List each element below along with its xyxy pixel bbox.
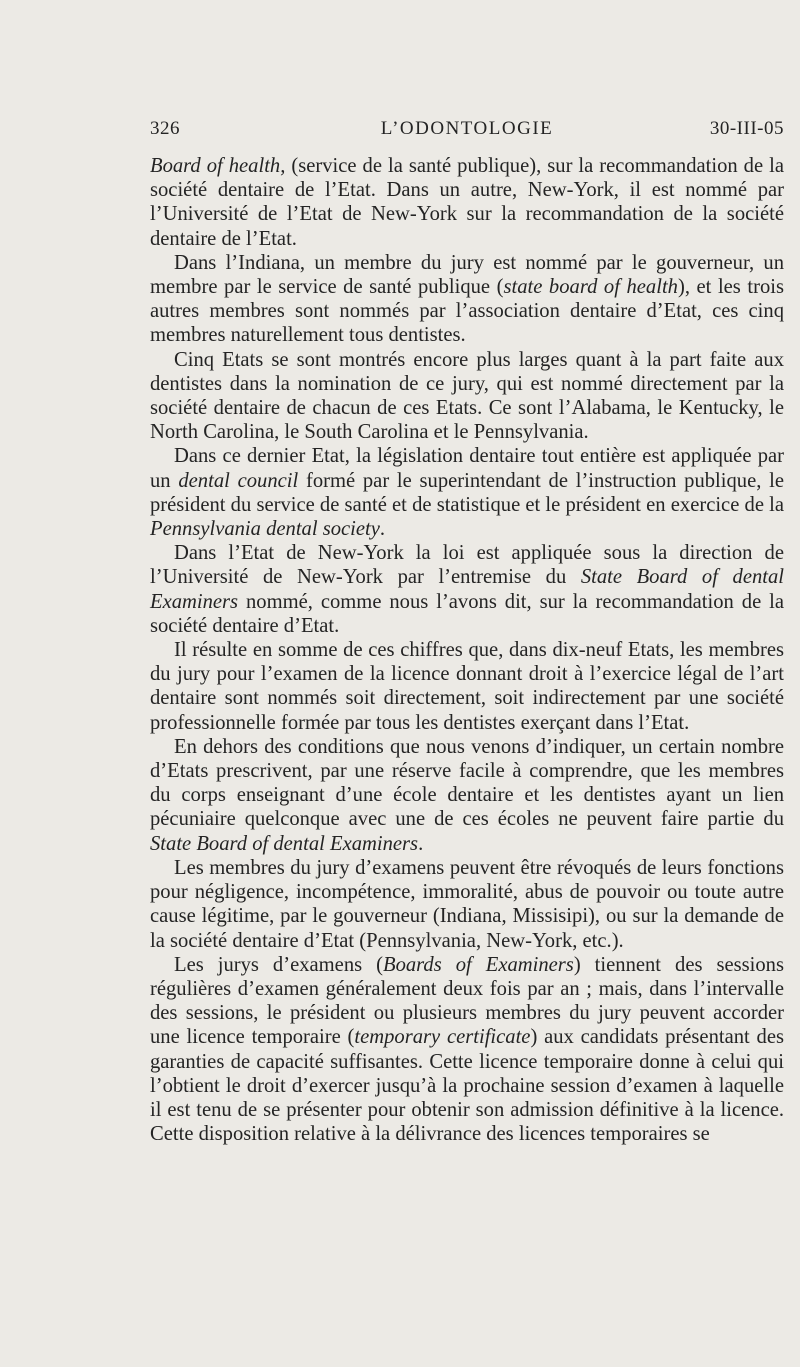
paragraph [150,541,784,638]
text-segment: Dans l’Indiana, un membre du jury est nommé par le gouverneur, un membre par le service de santé publique ( [150,251,784,299]
italic-text: State Board of dental Examiners [150,832,419,855]
paragraph [150,735,784,856]
paragraph [150,251,784,348]
paragraph [150,953,784,1147]
italic-text: dental council [178,469,299,492]
text-segment: Les membres du jury d’examens peuvent être révoqués de leurs fonctions pour négligence, incompétence, immoralité, abus de pouvoir ou toute autre cause légitime, par le gouverneur (Indiana, Missisipi), ou sur la demande de la société dentaire d’Etat (Pennsylvania, New-York, etc.). [150,856,784,952]
italic-text: Boards of Examiners [382,953,574,976]
paragraph [150,154,784,251]
text-segment: . [379,518,386,541]
running-head [150,118,784,148]
text-segment: Dans ce dernier Etat, la législation dentaire tout entière est appliquée par un [150,445,784,492]
text-segment: En dehors des conditions que nous venons d’indiquer, un certain nombre d’Etats prescrivent, par une réserve facile à comprendre, que les membres du corps enseignant d’une école dentaire et les dentistes ayant un lien pécuniaire quelconque avec une de ces écoles ne peuvent faire partie du [150,735,784,831]
page-number: 326 [150,118,180,139]
italic-text: Pennsylvania dental society [150,518,380,541]
paragraph [150,444,784,541]
italic-text: state board of health [503,276,678,299]
issue-date: 30-III-05 [709,118,784,139]
text-segment: ) tiennent des sessions régulières d’examen généralement deux fois par an ; mais, dans l’intervalle des sessions, le président ou plusieurs membres du jury peuvent accorder une licence temporaire ( [150,953,784,1049]
italic-text: State Board of dental Examiners [150,566,784,613]
italic-text: Board of health, [150,155,286,177]
text-segment: Il résulte en somme de ces chiffres que, dans dix-neuf Etats, les membres du jury pour l’examen de la licence donnant droit à l’exercice légal de l’art dentaire sont nommés soit directement, soit indirectement par une société professionnelle formée par tous les dentistes exerçant dans l’Etat. [150,639,784,734]
italic-text: temporary certificate [354,1026,531,1049]
body-text [150,154,784,1146]
paragraph [150,348,784,445]
text-segment: ) aux candidats présentant des garanties de capacité suffisantes. Cette licence temporaire donne à celui qui l’obtient le droit d’exercer jusqu’à la prochaine session d’examen à laquelle il est tenu de se présenter pour obtenir son admission définitive à la licence. Cette disposition relative à la délivrance des licences temporaires se [150,1026,784,1146]
text-segment: ), et les trois autres membres sont nommés par l’association dentaire d’Etat, ces cinq membres naturellement tous dentistes. [150,276,784,347]
text-segment: nommé, comme nous l’avons dit, sur la recommandation de la société dentaire d’Etat. [150,590,784,637]
text-segment: Dans l’Etat de New-York la loi est appliquée sous la direction de l’Université de New-York par l’entremise du [150,542,784,589]
text-segment: . [418,832,424,855]
text-segment: Cinq Etats se sont montrés encore plus larges quant à la part faite aux dentistes dans la nomination de ce jury, qui est nommé directement par la société dentaire de chacun de ces Etats. Ce sont l’Alabama, le Kentucky, le North Carolina, le South Carolina et le Pennsylvania. [150,348,784,444]
journal-title: L’ODONTOLOGIE [380,118,554,139]
paragraph [150,856,784,953]
text-segment: (service de la santé publique), sur la recommandation de la société dentaire de l’Etat. Dans un autre, New-York, il est nommé par l’Université de l’Etat de New-York sur la recommandation de la société dentaire de l’Etat. [150,155,784,250]
text-segment: Les jurys d’examens ( [174,953,383,976]
text-segment: formé par le superintendant de l’instruction publique, le président du service de santé et de statistique et le président en exercice de la [150,469,784,516]
paragraph [150,638,784,735]
